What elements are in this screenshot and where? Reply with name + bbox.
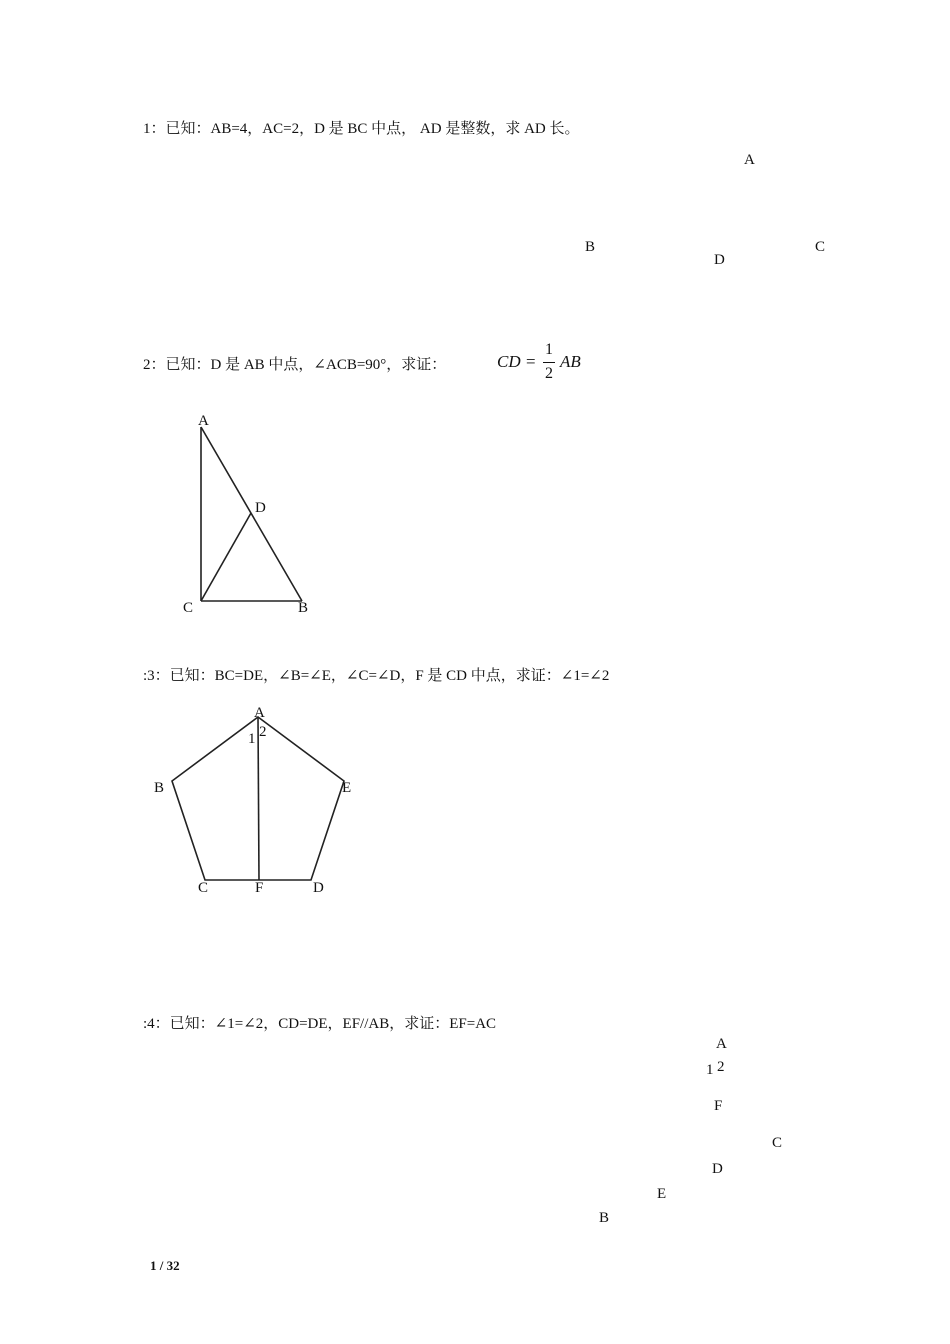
- formula-rhs: AB: [560, 352, 581, 371]
- problem-2-triangle: [201, 427, 302, 601]
- p1-label-a: A: [744, 152, 755, 168]
- formula-lhs: CD =: [497, 352, 537, 371]
- p2-label-d: D: [255, 500, 266, 516]
- p1-label-d: D: [714, 252, 725, 268]
- p4-label-f: F: [714, 1098, 723, 1114]
- p3-label-1: 1: [248, 731, 256, 747]
- problem-4-text: :4：已知：∠1=∠2，CD=DE，EF//AB，求证：EF=AC: [143, 1016, 497, 1032]
- formula-numerator: 1: [545, 341, 553, 358]
- segment-cd: [201, 513, 251, 601]
- p4-label-b: B: [599, 1210, 610, 1226]
- p3-label-e: E: [342, 780, 352, 796]
- page-number: 1 / 32: [150, 1258, 180, 1273]
- p3-label-a: A: [254, 705, 265, 721]
- p2-label-c: C: [183, 600, 194, 616]
- p4-label-2: 2: [717, 1059, 725, 1075]
- p4-label-d: D: [712, 1161, 723, 1177]
- p3-label-c: C: [198, 880, 209, 896]
- p4-label-c: C: [772, 1135, 783, 1151]
- p2-label-a: A: [198, 413, 209, 429]
- segment-af: [258, 717, 259, 880]
- p3-label-f: F: [255, 880, 264, 896]
- p3-label-d: D: [313, 880, 324, 896]
- problem-3-text: :3：已知：BC=DE，∠B=∠E，∠C=∠D，F 是 CD 中点，求证：∠1=∠2: [143, 668, 610, 684]
- p1-label-c: C: [815, 239, 826, 255]
- p1-label-b: B: [585, 239, 596, 255]
- p4-label-a: A: [716, 1036, 727, 1052]
- p4-label-e: E: [657, 1186, 667, 1202]
- problem-2-text: 2：已知：D 是 AB 中点，∠ACB=90°，求证：: [143, 357, 447, 373]
- formula-denominator: 2: [545, 365, 553, 382]
- problem-3-pentagon: [172, 717, 344, 880]
- p2-label-b: B: [298, 600, 309, 616]
- p4-label-1: 1: [706, 1062, 714, 1078]
- p3-label-b: B: [154, 780, 165, 796]
- p3-label-2: 2: [259, 724, 267, 740]
- problem-1-text: 1：已知：AB=4，AC=2，D 是 BC 中点， AD 是整数，求 AD 长。: [143, 121, 580, 137]
